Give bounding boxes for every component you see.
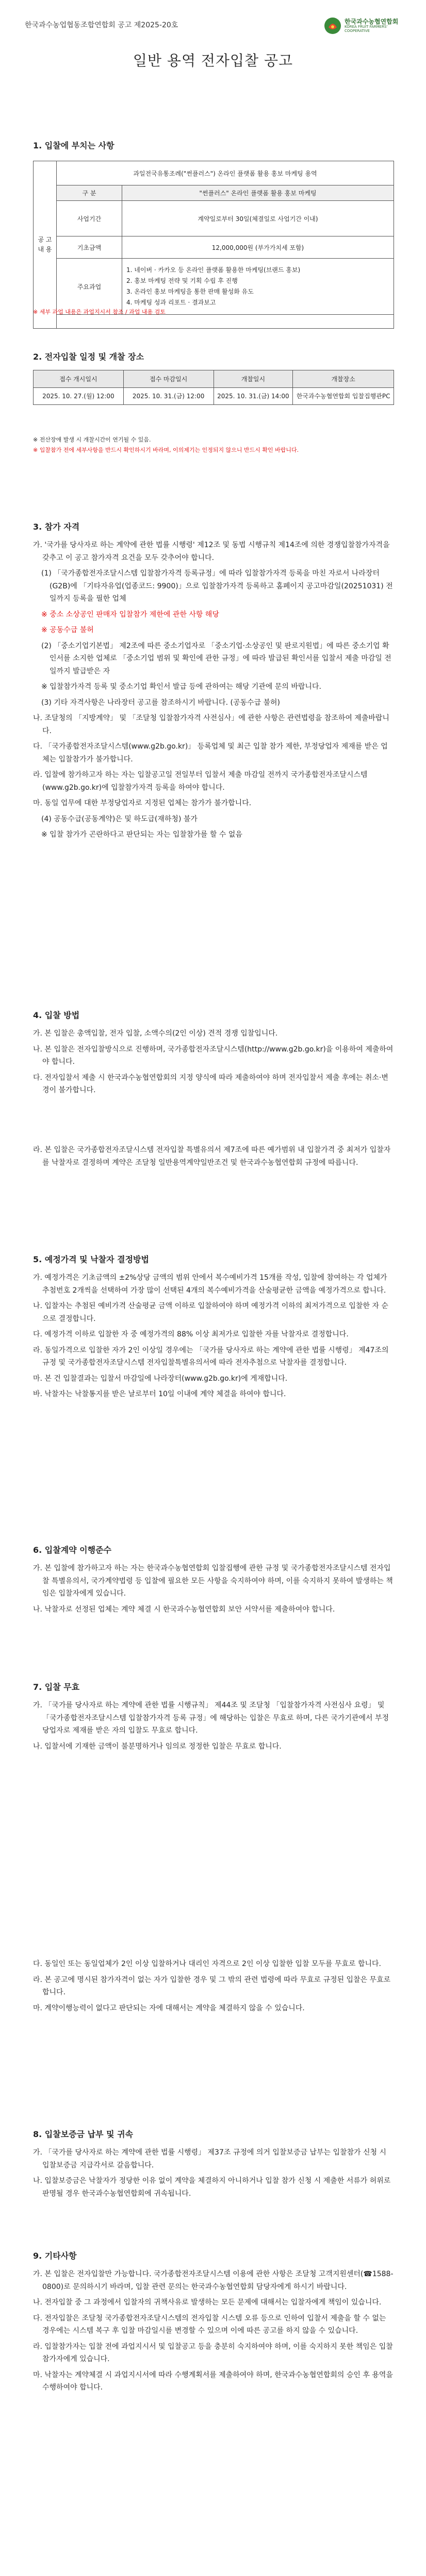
logo-name: 한국과수농협연합회 bbox=[345, 18, 399, 25]
open-datetime: 2025. 10. 31.(금) 14:00 bbox=[214, 388, 293, 405]
section-3-heading: 3. 참가 자격 bbox=[33, 522, 80, 532]
s2-note-1: ※ 전산장애 발생 시 개찰시간이 연기될 수 있음. bbox=[33, 436, 151, 443]
col-open: 개찰일시 bbox=[214, 370, 293, 388]
s7-p4: 라. 본 공고에 명시된 참가자격이 없는 자가 입찰한 경우 및 그 밖의 관련 법령에 따라 무효로 규정된 입찰은 무효로 합니다. bbox=[33, 1975, 391, 1996]
section-4-heading: 4. 입찰 방법 bbox=[33, 1010, 80, 1020]
s7-p5: 마. 계약이행능력이 없다고 판단되는 자에 대해서는 계약을 체결하지 않을 수 있습니다. bbox=[33, 2004, 305, 2012]
s3-p4: ※ 공동수급 불허 bbox=[41, 626, 94, 634]
section-6-heading: 6. 입찰계약 이행준수 bbox=[33, 1545, 111, 1555]
task-3: 3. 온라인 홍보 마케팅을 통한 판매 활성화 유도 bbox=[126, 288, 254, 295]
s5-p3: 다. 예정가격 이하로 입찰한 자 중 예정가격의 88% 이상 최저가로 입찰한 자를 낙찰자로 결정합니다. bbox=[33, 1330, 349, 1338]
s3-p1: 가. '국가를 당사자로 하는 계약에 관한 법률 시행령' 제12조 및 동법 시행규칙 제14조에 의한 경쟁입찰참가자격을 갖추고 이 공고 참가자격 요건을 모두 갖추어야 합니다. bbox=[33, 541, 390, 562]
s3-p8: 나. 조달청의 「지방계약」 및 「조달청 입찰참가자격 사전심사」에 관한 사항은 관련법령을 참조하여 제출바랍니다. bbox=[33, 714, 389, 735]
task-2: 2. 홍보 마케팅 전략 및 기획 수립 후 진행 bbox=[126, 277, 238, 284]
s4-p2: 나. 본 입찰은 전자입찰방식으로 진행하며, 국가종합전자조달시스템(http://www.g2b.go.kr)을 이용하여 제출하여야 합니다. bbox=[33, 1045, 394, 1066]
s9-p5: 마. 낙찰자는 계약체결 시 과업지시서에 따라 수행계획서를 제출하여야 하며, 한국과수농협연합회의 승인 후 용역을 수행하여야 합니다. bbox=[33, 2370, 393, 2392]
s8-p1: 가. 「국가를 당사자로 하는 계약에 관한 법률 시행령」 제37조 규정에 의거 입찰보증금 납부는 입찰참가 신청 시 입찰보증금 지급각서로 갈음합니다. bbox=[33, 2148, 387, 2170]
notice-number: 한국과수농업협동조합연합회 공고 제2025-20호 bbox=[25, 21, 178, 29]
section-5-heading: 5. 예정가격 및 낙찰자 결정방법 bbox=[33, 1255, 149, 1264]
start-datetime: 2025. 10. 27.(월) 12:00 bbox=[34, 388, 124, 405]
section-1-heading: 1. 입찰에 부치는 사항 bbox=[33, 141, 114, 150]
s9-p2: 나. 전자입찰 중 그 과정에서 입찰자의 귀책사유로 발생하는 모든 문제에 대해서는 입찰자에게 책임이 있습니다. bbox=[33, 2298, 382, 2307]
s4-p1: 가. 본 입찰은 총액입찰, 전자 입찰, 소액수의(2인 이상) 견적 경쟁 입찰입니다. bbox=[33, 1029, 278, 1038]
s9-p1: 가. 본 입찰은 전자입찰만 가능합니다. 국가종합전자조달시스템 이용에 관한 사항은 조달청 고객지원센터(☎1588-0800)로 문의하시기 바라며, 입찰 관련 문의는 한국과수농협연합회 담당자에게 하시기 바랍니다. bbox=[33, 2270, 394, 2291]
section-7-heading: 7. 입찰 무효 bbox=[33, 1682, 80, 1692]
task-1: 1. 네이버 · 카카오 등 온라인 플랫폼 활용한 마케팅(브랜드 홍보) bbox=[126, 266, 301, 274]
cell-head-k: 구 분 bbox=[57, 185, 122, 201]
cell-k2: 기초금액 bbox=[57, 236, 122, 259]
s8-p2: 나. 입찰보증금은 낙찰자가 정당한 이유 없이 계약을 체결하지 아니하거나 입찰 참가 신청 시 제출한 서류가 허위로 판명될 경우 한국과수농협연합회에 귀속됩니다. bbox=[33, 2177, 391, 2198]
project-title: 과일전국유통조례("썬플러스") 온라인 플랫폼 활용 홍보 마케팅 용역 bbox=[133, 170, 317, 177]
s4-p4: 라. 본 입찰은 국가종합전자조달시스템 전자입찰 특별유의서 제7조에 따른 예가범위 내 입찰가격 중 최저가 입찰자를 낙찰자로 결정하며 계약은 조달청 일반용역계약일반조건 및 한국과수농협연합회 규정에 따릅니다. bbox=[33, 1146, 391, 1167]
s9-p4: 라. 입찰참가자는 입찰 전에 과업지시서 및 입찰공고 등을 충분히 숙지하여야 하며, 이를 숙지하지 못한 책임은 입찰참가자에게 있습니다. bbox=[33, 2342, 393, 2363]
s3-p12: (4) 공동수급(공동계약)은 및 하도급(재하청) 불가 bbox=[41, 815, 198, 823]
org-logo bbox=[324, 14, 406, 37]
section-4-body-2 bbox=[33, 1144, 394, 1172]
section-3-body bbox=[33, 539, 394, 844]
s3-p2: (1) 「국가종합전자조달시스템 입찰참가자격 등록규정」에 따라 입찰참가자격 등록을 마친 자로서 나라장터(G2B)에 「기타자유업(업종코드: 9900)」으로 입찰참가자격 등록하고 홈페이지 공고마감일(20251031) 전일까지 등록을 필한 업체 bbox=[41, 569, 393, 603]
col-start: 접수 개시일시 bbox=[34, 370, 124, 388]
cell-v1: 계약일로부터 30일(체결일로 사업기간 이내) bbox=[122, 201, 394, 236]
open-place: 한국과수농협연합회 입찰집행관PC bbox=[293, 388, 394, 405]
cell-k3: 주요과업 bbox=[57, 259, 122, 315]
section-8-body bbox=[33, 2146, 394, 2203]
s3-p13: ※ 입찰 참가가 곤란하다고 판단되는 자는 입찰참가를 할 수 없음 bbox=[41, 831, 242, 839]
s5-p5: 마. 본 건 입찰결과는 입찰서 마감일에 나라장터(www.g2b.go.kr)에 게재합니다. bbox=[33, 1374, 288, 1383]
logo-icon bbox=[324, 17, 341, 35]
page-title: 일반 용역 전자입찰 공고 bbox=[133, 52, 293, 69]
section-2-heading: 2. 전자입찰 일정 및 개찰 장소 bbox=[33, 352, 144, 362]
s1-note: ※ 세부 과업 내용은 과업지시서 참조 / 과업 내용 검토 bbox=[33, 309, 166, 315]
s7-p3: 다. 동일인 또는 동일업체가 2인 이상 입찰하거나 대리인 자격으로 2인 이상 입찰한 입찰 모두를 무효로 합니다. bbox=[33, 1960, 381, 1968]
project-title-cell bbox=[57, 161, 394, 185]
bid-items-table bbox=[33, 161, 394, 329]
section-4-body bbox=[33, 1027, 394, 1100]
s3-p3: ※ 중소 소상공인 판매자 입찰참가 제한에 관한 사항 해당 bbox=[41, 610, 219, 619]
s6-p2: 나. 낙찰자로 선정된 업체는 계약 체결 시 한국과수농협연합회 보안 서약서를 제출하여야 합니다. bbox=[33, 1605, 335, 1614]
end-datetime: 2025. 10. 31.(금) 12:00 bbox=[123, 388, 214, 405]
section-6-body bbox=[33, 1562, 394, 1619]
s3-p11: 마. 동일 업무에 대한 부정당업자로 지정된 업체는 참가가 불가합니다. bbox=[33, 799, 252, 807]
section-8-heading: 8. 입찰보증금 납부 및 귀속 bbox=[33, 2129, 134, 2139]
cell-v2: 12,000,000원 (부가가치세 포함) bbox=[122, 236, 394, 259]
s3-p6: ※ 입찰참가자격 등록 및 중소기업 확인서 발급 등에 관하여는 해당 기관에 문의 바랍니다. bbox=[41, 683, 321, 691]
logo-sub: KOREA FRUIT FARMERS' COOPERATIVE bbox=[345, 24, 388, 33]
section-5-body bbox=[33, 1272, 394, 1404]
s3-p10: 라. 입찰에 참가하고자 하는 자는 입찰공고일 전일부터 입찰서 제출 마감일 전까지 국가종합전자조달시스템(www.g2b.go.kr)에 입찰참가자격 등록을 하여야 합니다. bbox=[33, 771, 368, 792]
section-9-heading: 9. 기타사항 bbox=[33, 2251, 77, 2261]
s2-note-2: ※ 입찰참가 전에 세부사항을 반드시 확인하시기 바라며, 이의제기는 인정되지 않으니 반드시 확인 바랍니다. bbox=[33, 447, 299, 453]
s5-p2: 나. 입찰자는 추첨된 예비가격 산술평균 금액 이하로 입찰하여야 하며 예정가격 이하의 최저가격으로 입찰한 자 순으로 결정합니다. bbox=[33, 1302, 388, 1323]
s7-p1: 가. 「국가를 당사자로 하는 계약에 관한 법률 시행규칙」 제44조 및 조달청 「입찰참가자격 사전심사 요령」 및 「국가종합전자조달시스템 입찰참가자격 등록 규정」에 해당하는 입찰은 무효로 하며, 다른 국가기관에서 부정당업자로 제재를 받은 자의 입찰도 무효로 합니다. bbox=[33, 1701, 389, 1735]
s5-p6: 바. 낙찰자는 낙찰통지를 받은 날로부터 10일 이내에 계약 체결을 하여야 합니다. bbox=[33, 1390, 286, 1398]
empty-row bbox=[57, 315, 394, 329]
s7-p2: 나. 입찰서에 기재한 금액이 불분명하거나 임의로 정정한 입찰은 무효로 합니다. bbox=[33, 1742, 282, 1751]
row-label: 공 고 내 용 bbox=[34, 161, 57, 329]
schedule-table bbox=[33, 370, 394, 405]
s6-p1: 가. 본 입찰에 참가하고자 하는 자는 한국과수농협연합회 입찰집행에 관한 규정 및 국가종합전자조달시스템 전자입찰 특별유의서, 국가계약법령 등 입찰에 필요한 모든 사항을 숙지하여야 하며, 이를 숙지하지 못하여 발생하는 책임은 입찰자에게 있습니다. bbox=[33, 1564, 393, 1598]
col-end: 접수 마감일시 bbox=[123, 370, 214, 388]
cell-head-v: "썬플러스" 온라인 플랫폼 활용 홍보 마케팅 bbox=[122, 185, 394, 201]
s5-p4: 라. 동일가격으로 입찰한 자가 2인 이상일 경우에는 「국가를 당사자로 하는 계약에 관한 법률 시행령」 제47조의 규정 및 국가종합전자조달시스템 전자입찰특별유의서에 따라 전자추첨으로 낙찰자를 결정합니다. bbox=[33, 1346, 389, 1367]
task-4: 4. 마케팅 성과 리포트 · 결과보고 bbox=[126, 299, 216, 306]
s3-p7: (3) 기타 자격사항은 나라장터 공고를 참조하시기 바랍니다. (공동수급 불허) bbox=[41, 698, 281, 707]
s3-p9: 다. 「국가종합전자조달시스템(www.g2b.go.kr)」 등록업체 및 최근 입찰 참가 제한, 부정당업자 제재를 받은 업체는 입찰참가가 불가합니다. bbox=[33, 742, 388, 764]
section-9-body bbox=[33, 2268, 394, 2397]
section-7-body bbox=[33, 1699, 394, 1756]
cell-k1: 사업기간 bbox=[57, 201, 122, 236]
section-7-body-2 bbox=[33, 1958, 394, 2018]
col-place: 개찰장소 bbox=[293, 370, 394, 388]
s3-p5: (2) 「중소기업기본법」 제2조에 따른 중소기업자로 「중소기업·소상공인 및 판로지원법」에 따른 중소기업 확인서를 소지한 업체로 「중소기업 범위 및 확인에 관한 규정」에 따라 발급된 확인서를 입찰서 제출 마감일 전일까지 발급받은 자 bbox=[41, 641, 391, 675]
s9-p3: 다. 전자입찰은 조달청 국가종합전자조달시스템의 전자입찰 시스템 오류 등으로 인하여 입찰서 제출을 할 수 없는 경우에는 시스템 복구 후 입찰 마감일시를 변경할 수 있으며 이에 따른 공고를 하지 않을 수 있습니다. bbox=[33, 2314, 386, 2335]
s5-p1: 가. 예정가격은 기초금액의 ±2%상당 금액의 범위 안에서 복수예비가격 15개를 작성, 입찰에 참여하는 각 업체가 추첨번호 2개씩을 선택하여 가장 많이 선택된 4개의 복수예비가격을 산술평균한 금액을 예정가격으로 합니다. bbox=[33, 1274, 387, 1295]
s4-p3: 다. 전자입찰서 제출 시 한국과수농협연합회의 지정 양식에 따라 제출하여야 하며 전자입찰서 제출 후에는 취소·변경이 불가합니다. bbox=[33, 1073, 388, 1094]
cell-v3 bbox=[122, 259, 394, 315]
